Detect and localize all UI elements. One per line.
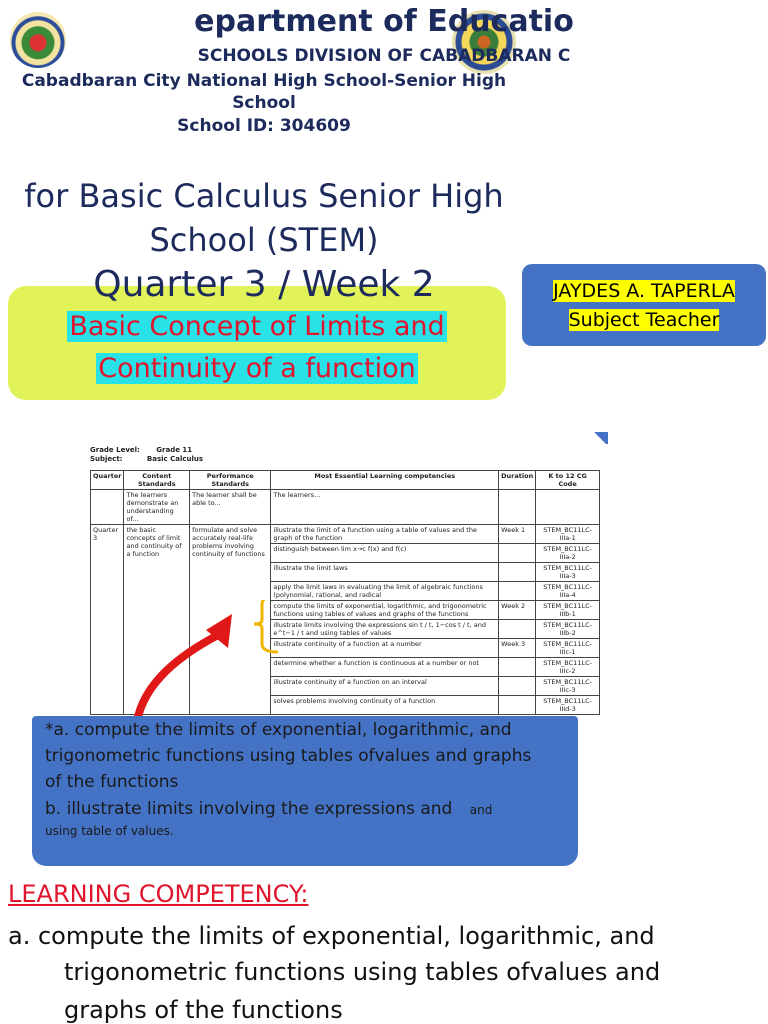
table-header-cell: Performance Standards [190,471,271,490]
table-cell-competency: distinguish between lim x→c f(x) and f(c) [271,544,499,563]
teacher-box [522,264,766,346]
callout-line-2: trigonometric functions using tables ofvalues and graphs [45,746,532,766]
table-cell-duration [499,677,536,696]
table-cell [91,490,124,525]
table-cell-competency: illustrate continuity of a function at a number [271,639,499,658]
table-cell [499,490,536,525]
table-cell-competency: solves problems involving continuity of a function [271,696,499,715]
table-cell-competency: compute the limits of exponential, logarithmic, and trigonometric functions using tables of values and graphs of the functions [271,601,499,620]
teacher-role: Subject Teacher [568,309,720,331]
table-cell-competency: determine whether a function is continuous at a number or not [271,658,499,677]
table-cell [536,490,600,525]
table-cell-duration: Week 1 [499,525,536,544]
callout-line-5: using table of values. [45,824,174,838]
callout-line-3: of the functions [45,772,179,792]
topic-line-2: Continuity of a function [98,353,416,384]
table-header-cell: K to 12 CG Code [536,471,600,490]
grade-level-value: Grade 11 [156,446,193,454]
table-cell-competency: illustrate the limit laws [271,563,499,582]
teacher-name: JAYDES A. TAPERLA [553,280,735,302]
table-cell-code: STEM_BC11LC-IIIa-2 [536,544,600,563]
quarter-week: Quarter 3 / Week 2 [93,264,435,305]
pointer-arrow [120,600,380,730]
table-cell-code: STEM_BC11LC-IIIb-2 [536,620,600,639]
subject-label: Subject: [90,455,123,463]
division-name: SCHOOLS DIVISION OF CABADBARAN C [197,46,571,66]
callout-line-4-text: b. illustrate limits involving the expressions and [45,799,453,819]
table-cell-competency: illustrate limits involving the expressions sin t / t, 1−cos t / t, and e^t−1 / t and using tables of values [271,620,499,639]
table-cell-code: STEM_BC11LC-IIIa-4 [536,582,600,601]
page-corner-decoration [592,432,608,444]
table-cell-quarter: Quarter 3 [91,525,124,715]
competency-a-line-3: graphs of the functions [64,996,343,1024]
callout-line-4-small: and [469,803,493,817]
table-cell-duration: Week 2 [499,601,536,620]
callout-line-1: *a. compute the limits of exponential, logarithmic, and [45,720,512,740]
table-cell: The learner shall be able to... [190,490,271,525]
table-cell-code: STEM_BC11LC-IIIa-3 [536,563,600,582]
learning-competency-heading: LEARNING COMPETENCY: [8,880,309,908]
table-header-row [91,471,600,490]
table-cell-content: the basic concepts of limit and continuity of a function [124,525,190,715]
subject-value: Basic Calculus [146,455,204,463]
competency-callout [32,716,578,866]
grade-level-label: Grade Level: [90,446,140,454]
school-name: Cabadbaran City National High School-Senior High School [21,71,507,113]
table-cell-code: STEM_BC11LC-IIId-3 [536,696,600,715]
table-header-cell: Quarter [91,471,124,490]
table-intro-row [91,490,600,525]
table-header-cell: Most Essential Learning competencies [271,471,499,490]
table-header-cell: Content Standards [124,471,190,490]
competency-a-line-1: a. compute the limits of exponential, logarithmic, and [8,922,655,950]
course-subtitle: for Basic Calculus Senior High School (STEM) [24,177,504,259]
table-cell-duration: Week 3 [499,639,536,658]
table-cell-duration [499,544,536,563]
table-cell-duration [499,658,536,677]
table-cell-duration [499,620,536,639]
table-cell-competency: illustrate the limit of a function using a table of values and the graph of the function [271,525,499,544]
table-cell-duration [499,582,536,601]
table-row [91,525,600,544]
competency-a-line-2: trigonometric functions using tables ofvalues and [64,958,661,986]
table-cell-code: STEM_BC11LC-IIIc-3 [536,677,600,696]
table-header-cell: Duration [499,471,536,490]
table-cell: The learners demonstrate an understanding of... [124,490,190,525]
topic-title [8,306,506,390]
table-cell-code: STEM_BC11LC-IIIc-2 [536,658,600,677]
table-cell-code: STEM_BC11LC-IIIa-1 [536,525,600,544]
topic-line-1: Basic Concept of Limits and [69,311,445,342]
table-cell-code: STEM_BC11LC-IIIc-1 [536,639,600,658]
table-cell-code: STEM_BC11LC-IIIb-1 [536,601,600,620]
table-cell-duration [499,563,536,582]
table-cell-competency: illustrate continuity of a function on an interval [271,677,499,696]
department-title: epartment of Educatio [194,4,574,39]
table-cell-performance: formulate and solve accurately real-life problems involving continuity of functions [190,525,271,715]
school-id: School ID: 304609 [177,116,351,136]
table-cell-competency: apply the limit laws in evaluating the limit of algebraic functions (polynomial, rational, and radical [271,582,499,601]
table-cell-duration [499,696,536,715]
table-cell: The learners... [271,490,499,525]
